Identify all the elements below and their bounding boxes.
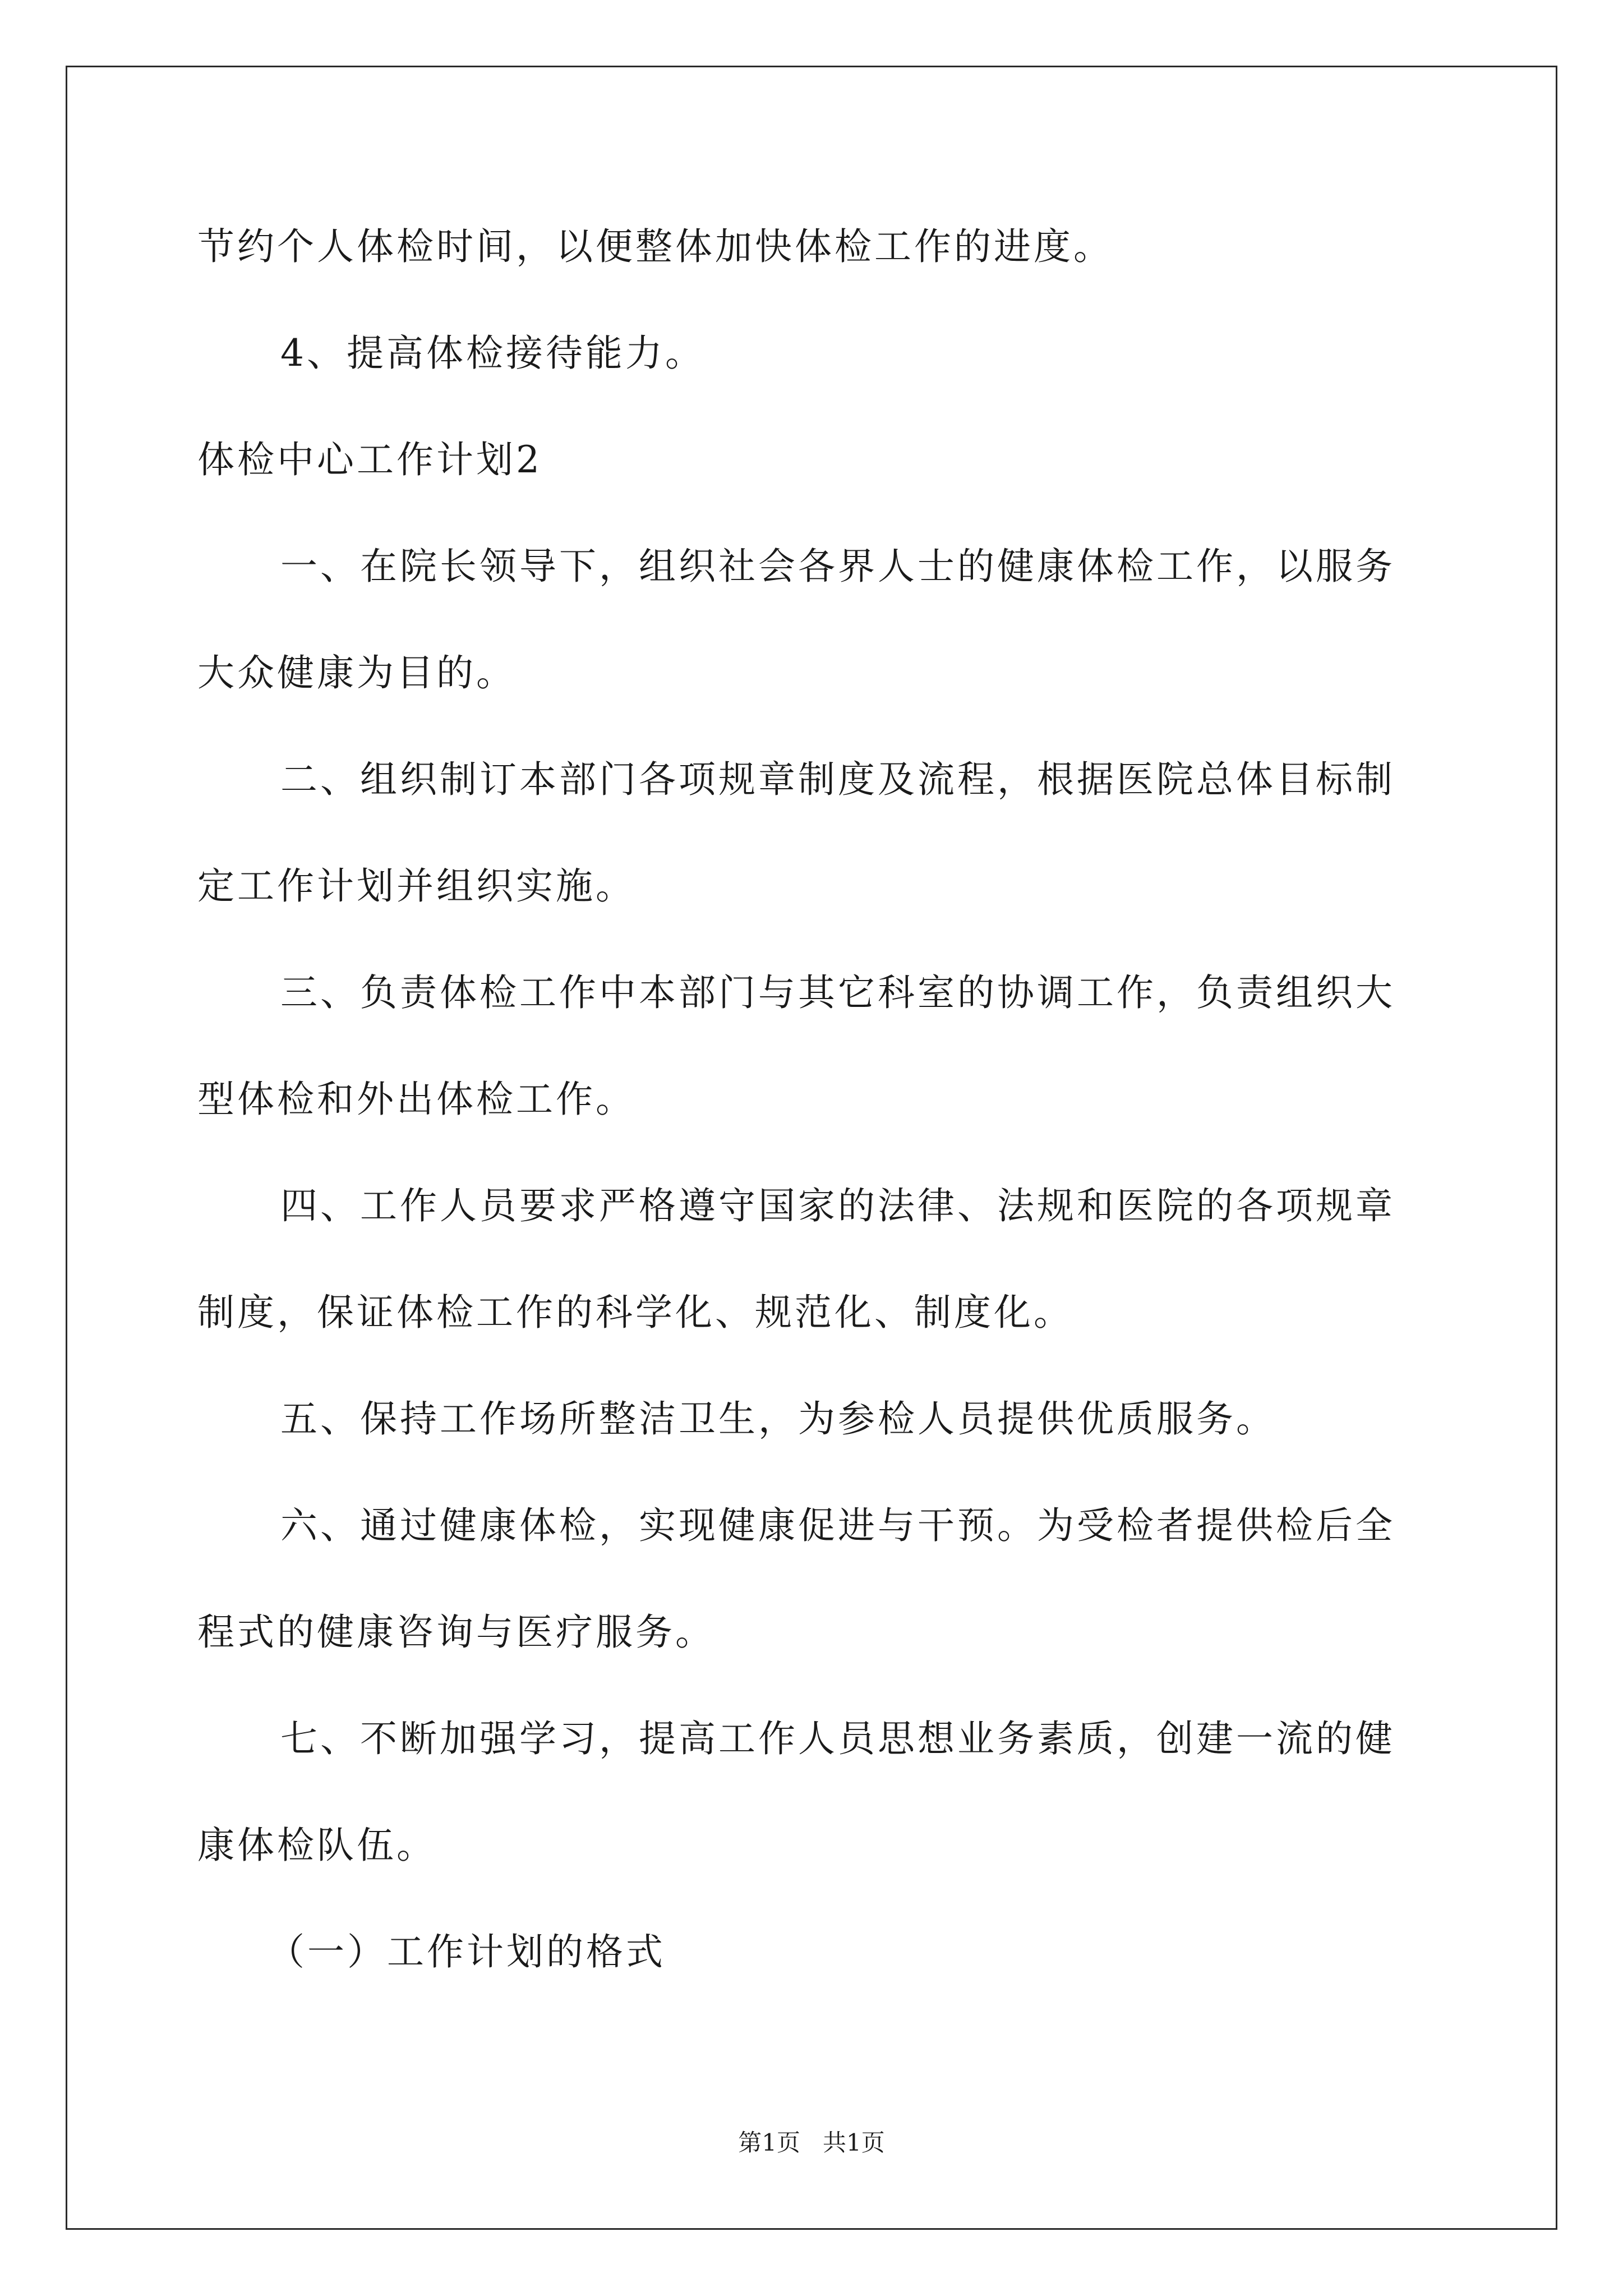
text-line: 定工作计划并组织实施。 [197, 864, 635, 908]
text-line: 制度，保证体检工作的科学化、规范化、制度化。 [197, 1291, 1073, 1334]
text-line: 康体检队伍。 [197, 1824, 436, 1867]
text-line: 四、工作人员要求严格遵守国家的法律、法规和医院的各项规章 [280, 1184, 1395, 1227]
text-line: 程式的健康咨询与医疗服务。 [197, 1611, 715, 1654]
text-line: 4、提高体检接待能力。 [280, 332, 705, 375]
page-total: 共1页 [823, 2129, 885, 2156]
page-number: 第1页 [738, 2129, 800, 2156]
text-line: 节约个人体检时间，以便整体加快体检工作的进度。 [197, 225, 1113, 268]
page-border [66, 66, 1557, 2230]
section-heading: 体检中心工作计划2 [197, 438, 542, 481]
text-line: 六、通过健康体检，实现健康促进与干预。为受检者提供检后全 [280, 1504, 1395, 1547]
text-line: 五、保持工作场所整洁卫生，为参检人员提供优质服务。 [280, 1397, 1276, 1441]
text-line: 大众健康为目的。 [197, 651, 516, 694]
text-line: 型体检和外出体检工作。 [197, 1078, 635, 1121]
text-line: 二、组织制订本部门各项规章制度及流程，根据医院总体目标制 [280, 758, 1395, 801]
subsection-heading: （一）工作计划的格式 [268, 1930, 666, 1973]
text-line: 七、不断加强学习，提高工作人员思想业务素质，创建一流的健 [280, 1717, 1395, 1760]
text-line: 三、负责体检工作中本部门与其它科室的协调工作，负责组织大 [280, 971, 1395, 1014]
text-line: 一、在院长领导下，组织社会各界人士的健康体检工作，以服务 [280, 545, 1395, 588]
page-footer [0, 2126, 1623, 2160]
